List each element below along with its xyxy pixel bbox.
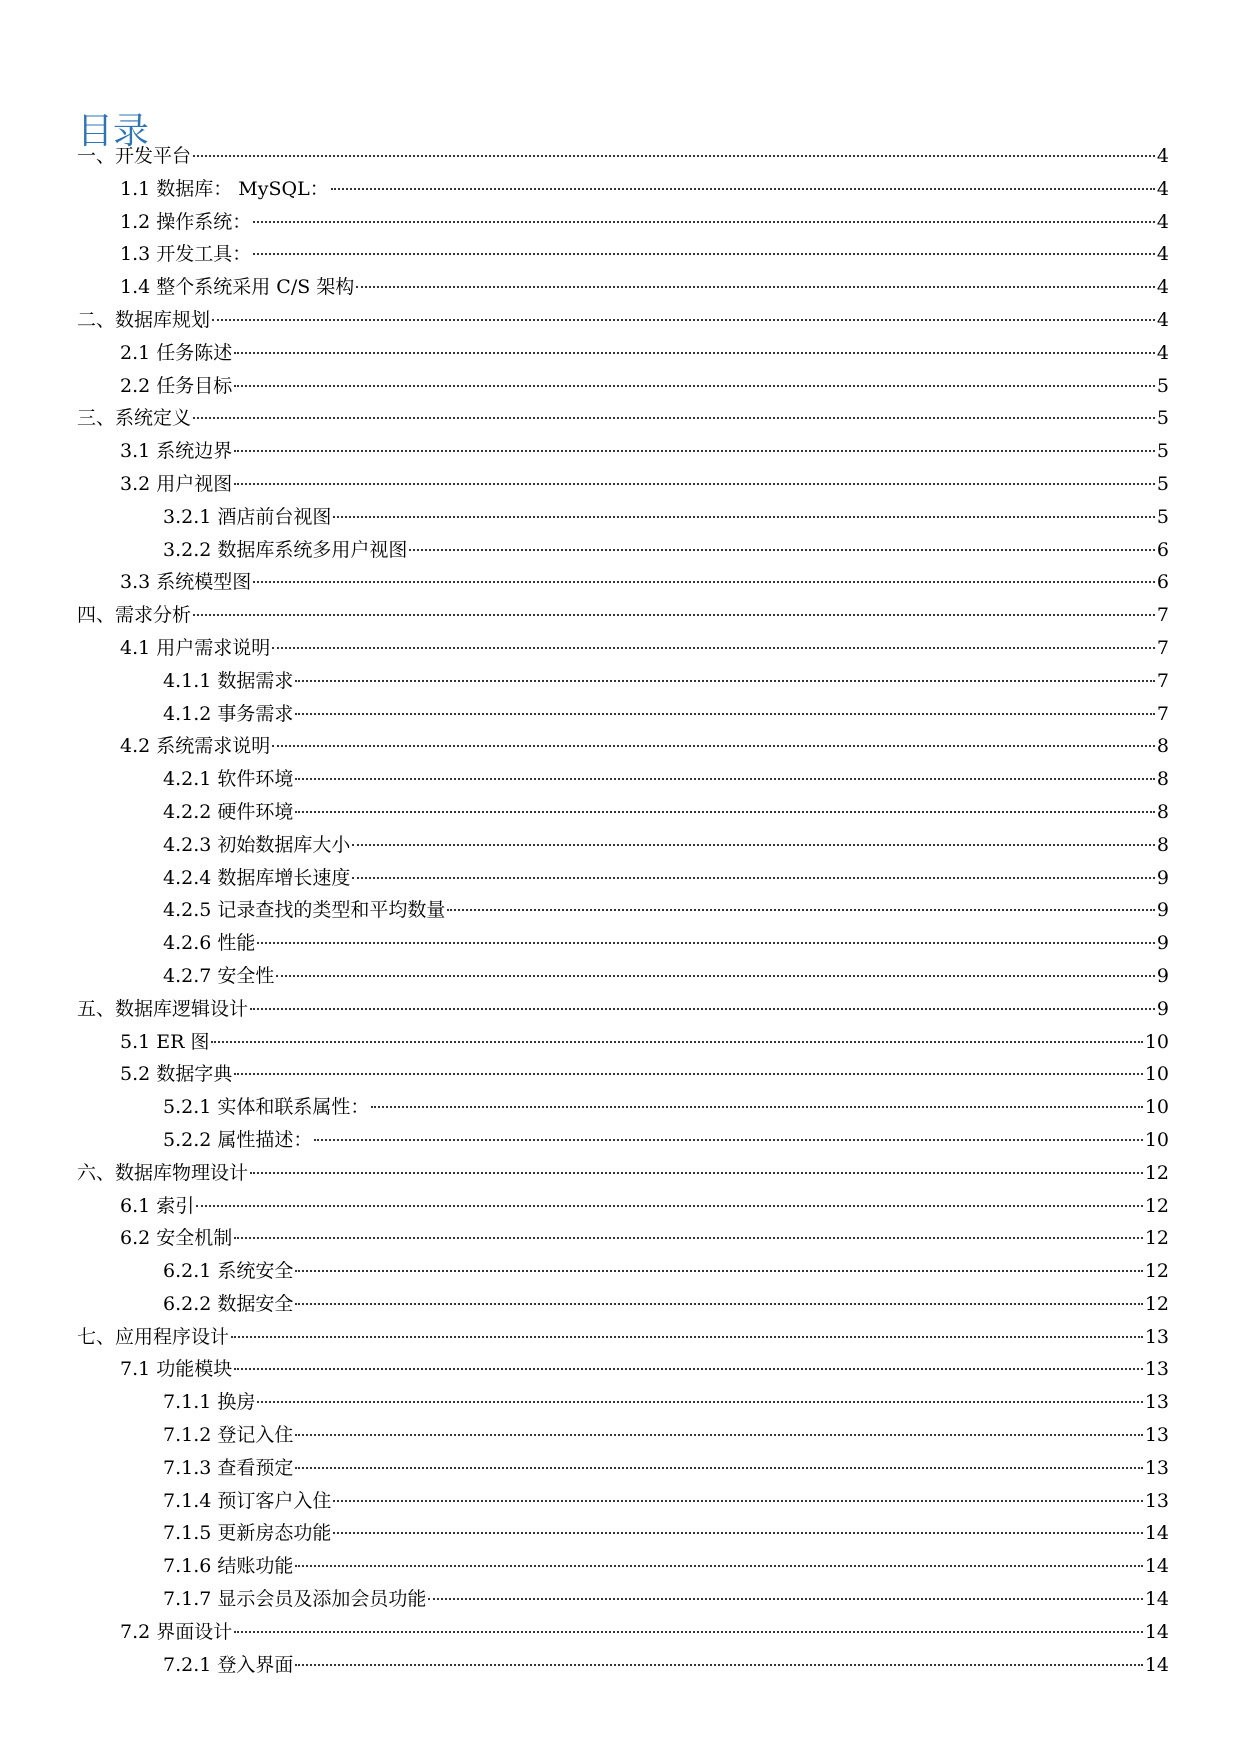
toc-dot-leader bbox=[253, 253, 1155, 255]
toc-entry[interactable] bbox=[0, 1649, 1241, 1682]
toc-dot-leader bbox=[333, 516, 1155, 518]
toc-dot-leader bbox=[257, 942, 1155, 944]
toc-page-number: 9 bbox=[1156, 932, 1169, 955]
toc-entry-text: 一、开发平台 bbox=[77, 145, 192, 167]
toc-dot-leader bbox=[295, 1565, 1142, 1567]
toc-entry[interactable] bbox=[0, 402, 1241, 435]
toc-entry-text: 7.1.4 预订客户入住 bbox=[163, 1489, 332, 1512]
toc-dot-leader bbox=[234, 1237, 1143, 1239]
toc-entry-text: 4.1.2 事务需求 bbox=[163, 702, 294, 725]
toc-dot-leader bbox=[276, 975, 1155, 977]
toc-entry-text: 七、应用程序设计 bbox=[77, 1325, 230, 1348]
toc-dot-leader bbox=[295, 778, 1155, 780]
toc-page-number: 4 bbox=[1156, 210, 1169, 233]
toc-entry[interactable] bbox=[0, 468, 1241, 501]
toc-entry[interactable] bbox=[0, 665, 1241, 698]
toc-entry[interactable] bbox=[0, 1386, 1241, 1419]
toc-entry-text: 3.2 用户视图 bbox=[120, 472, 233, 495]
toc-entry[interactable] bbox=[0, 730, 1241, 763]
toc-dot-leader bbox=[352, 844, 1155, 846]
toc-page-number: 4 bbox=[1156, 177, 1169, 200]
toc-entry-text: 4.1 用户需求说明 bbox=[120, 636, 271, 659]
toc-entry-text: 5.1 ER 图 bbox=[120, 1030, 210, 1053]
toc-entry[interactable] bbox=[0, 173, 1241, 206]
toc-dot-leader bbox=[234, 483, 1155, 485]
toc-entry-text: 四、需求分析 bbox=[77, 604, 192, 627]
toc-page-number: 13 bbox=[1144, 1424, 1169, 1447]
toc-entry-text: 7.1 功能模块 bbox=[120, 1358, 233, 1381]
toc-entry-text: 4.2.1 软件环境 bbox=[163, 768, 294, 791]
toc-entry[interactable] bbox=[0, 1058, 1241, 1091]
toc-dot-leader bbox=[250, 1008, 1155, 1010]
toc-page-number: 14 bbox=[1144, 1620, 1169, 1643]
toc-entry-text: 4.2.3 初始数据库大小 bbox=[163, 833, 351, 856]
toc-page-number: 12 bbox=[1144, 1260, 1169, 1283]
toc-dot-leader bbox=[272, 745, 1155, 747]
toc-dot-leader bbox=[234, 1073, 1143, 1075]
toc-dot-leader bbox=[234, 1631, 1143, 1633]
toc-entry-text: 7.2 界面设计 bbox=[120, 1620, 233, 1643]
toc-entry[interactable] bbox=[0, 337, 1241, 370]
toc-dot-leader bbox=[371, 1106, 1142, 1108]
toc-page-number: 8 bbox=[1156, 768, 1169, 791]
toc-page-number: 10 bbox=[1144, 1128, 1169, 1151]
toc-entry[interactable] bbox=[0, 1026, 1241, 1059]
toc-page-number: 10 bbox=[1144, 1030, 1169, 1053]
toc-entry[interactable] bbox=[0, 894, 1241, 927]
toc-dot-leader bbox=[193, 417, 1155, 419]
toc-entry[interactable] bbox=[0, 435, 1241, 468]
toc-dot-leader bbox=[272, 647, 1155, 649]
toc-entry[interactable] bbox=[0, 1550, 1241, 1583]
toc-dot-leader bbox=[447, 909, 1155, 911]
toc-dot-leader bbox=[257, 1401, 1142, 1403]
toc-entry[interactable] bbox=[0, 206, 1241, 239]
toc-entry[interactable] bbox=[0, 763, 1241, 796]
toc-entry-text: 5.2.1 实体和联系属性： bbox=[163, 1096, 370, 1119]
toc-entry-text: 7.1.5 更新房态功能 bbox=[163, 1522, 332, 1545]
toc-page-number: 13 bbox=[1144, 1489, 1169, 1512]
toc-entry[interactable] bbox=[0, 1452, 1241, 1485]
toc-entry-text: 7.2.1 登入界面 bbox=[163, 1653, 294, 1676]
toc-entry-text: 1.4 整个系统采用 C/S 架构 bbox=[120, 276, 355, 299]
toc-entry[interactable] bbox=[0, 1321, 1241, 1354]
toc-page-number: 12 bbox=[1144, 1227, 1169, 1250]
toc-dot-leader bbox=[253, 221, 1155, 223]
toc-entry-text: 六、数据库物理设计 bbox=[77, 1161, 249, 1184]
toc-entry-text: 3.1 系统边界 bbox=[120, 440, 233, 463]
toc-entry-text: 6.1 索引 bbox=[120, 1194, 195, 1217]
toc-entry[interactable] bbox=[0, 862, 1241, 895]
toc-page-number: 13 bbox=[1144, 1456, 1169, 1479]
toc-entry-text: 5.2.2 属性描述： bbox=[163, 1128, 313, 1151]
toc-page-number: 7 bbox=[1156, 702, 1169, 725]
toc-dot-leader bbox=[234, 1368, 1143, 1370]
toc-entry-text: 1.3 开发工具： bbox=[120, 243, 252, 266]
toc-dot-leader bbox=[295, 1270, 1142, 1272]
toc-page-number: 9 bbox=[1156, 866, 1169, 889]
toc-entry[interactable] bbox=[0, 1353, 1241, 1386]
toc-dot-leader bbox=[253, 581, 1155, 583]
toc-entry-text: 4.1.1 数据需求 bbox=[163, 669, 294, 692]
toc-dot-leader bbox=[333, 1500, 1142, 1502]
toc-entry[interactable] bbox=[0, 1255, 1241, 1288]
toc-page-number: 5 bbox=[1156, 472, 1169, 495]
toc-page-number: 4 bbox=[1156, 341, 1169, 364]
toc-entry-text: 2.1 任务陈述 bbox=[120, 341, 233, 364]
toc-entry-text: 4.2.5 记录查找的类型和平均数量 bbox=[163, 899, 446, 922]
toc-page-number: 6 bbox=[1156, 538, 1169, 561]
toc-page-number: 7 bbox=[1156, 604, 1169, 627]
toc-entry[interactable] bbox=[0, 796, 1241, 829]
toc-page-number: 5 bbox=[1156, 440, 1169, 463]
toc-page-number: 5 bbox=[1156, 505, 1169, 528]
toc-entry-text: 6.2.1 系统安全 bbox=[163, 1260, 294, 1283]
toc-page-number: 9 bbox=[1156, 997, 1169, 1020]
toc-page-number: 14 bbox=[1144, 1555, 1169, 1578]
toc-entry-text: 4.2.2 硬件环境 bbox=[163, 800, 294, 823]
toc-entry-text: 4.2.4 数据库增长速度 bbox=[163, 866, 351, 889]
toc-entry[interactable] bbox=[0, 1157, 1241, 1190]
toc-page-number: 7 bbox=[1156, 669, 1169, 692]
toc-entry[interactable] bbox=[0, 238, 1241, 271]
toc-page-number: 12 bbox=[1144, 1292, 1169, 1315]
toc-page-number: 7 bbox=[1156, 636, 1169, 659]
toc-dot-leader bbox=[352, 877, 1155, 879]
toc-entry-text: 三、系统定义 bbox=[77, 407, 192, 430]
toc-entry[interactable] bbox=[0, 927, 1241, 960]
toc-entry-text: 3.3 系统模型图 bbox=[120, 571, 252, 594]
toc-dot-leader bbox=[212, 319, 1155, 321]
toc-entry-text: 7.1.2 登记入住 bbox=[163, 1424, 294, 1447]
toc-entry-text: 5.2 数据字典 bbox=[120, 1063, 233, 1086]
toc-entry[interactable] bbox=[0, 1288, 1241, 1321]
toc-page-number: 9 bbox=[1156, 899, 1169, 922]
toc-entry-text: 二、数据库规划 bbox=[77, 308, 211, 331]
toc-page-number: 13 bbox=[1144, 1325, 1169, 1348]
toc-title: 目录 bbox=[77, 111, 150, 153]
toc-dot-leader bbox=[295, 1434, 1142, 1436]
toc-dot-leader bbox=[295, 1303, 1142, 1305]
toc-entry[interactable] bbox=[0, 599, 1241, 632]
toc-dot-leader bbox=[409, 549, 1155, 551]
toc-entry-text: 4.2.7 安全性 bbox=[163, 964, 275, 987]
toc-entry[interactable] bbox=[0, 1091, 1241, 1124]
toc-page-number: 9 bbox=[1156, 964, 1169, 987]
toc-entry[interactable] bbox=[0, 829, 1241, 862]
toc-page-number: 4 bbox=[1156, 243, 1169, 266]
toc-page-number: 10 bbox=[1144, 1096, 1169, 1119]
toc-dot-leader bbox=[193, 155, 1155, 157]
toc-page-number: 8 bbox=[1156, 735, 1169, 758]
toc-entry-text: 7.1.1 换房 bbox=[163, 1391, 256, 1414]
toc-entry-text: 3.2.1 酒店前台视图 bbox=[163, 505, 332, 528]
toc-dot-leader bbox=[211, 1041, 1142, 1043]
toc-page-number: 8 bbox=[1156, 833, 1169, 856]
toc-entry[interactable] bbox=[0, 632, 1241, 665]
toc-entry-text: 7.1.3 查看预定 bbox=[163, 1456, 294, 1479]
toc-page-number: 10 bbox=[1144, 1063, 1169, 1086]
toc-dot-leader bbox=[231, 1336, 1143, 1338]
toc-entry[interactable] bbox=[0, 960, 1241, 993]
toc-entry[interactable] bbox=[0, 566, 1241, 599]
toc-page-number: 5 bbox=[1156, 407, 1169, 430]
toc-entry-text: 6.2 安全机制 bbox=[120, 1227, 233, 1250]
toc-page-number: 12 bbox=[1144, 1194, 1169, 1217]
toc-entry-text: 7.1.6 结账功能 bbox=[163, 1555, 294, 1578]
toc-page-number: 8 bbox=[1156, 800, 1169, 823]
toc-page-number: 14 bbox=[1144, 1653, 1169, 1676]
toc-entry-text: 五、数据库逻辑设计 bbox=[77, 997, 249, 1020]
toc-entry-text: 1.1 数据库： MySQL： bbox=[120, 177, 329, 200]
toc-dot-leader bbox=[295, 1467, 1142, 1469]
toc-dot-leader bbox=[356, 286, 1155, 288]
toc-dot-leader bbox=[295, 1664, 1142, 1666]
toc-entry-text: 2.2 任务目标 bbox=[120, 374, 233, 397]
toc-page-number: 13 bbox=[1144, 1358, 1169, 1381]
toc-entry-text: 1.2 操作系统： bbox=[120, 210, 252, 233]
toc-entry[interactable] bbox=[0, 1190, 1241, 1223]
toc-entry[interactable] bbox=[0, 698, 1241, 731]
toc-entry-text: 6.2.2 数据安全 bbox=[163, 1292, 294, 1315]
toc-page-number: 4 bbox=[1156, 145, 1169, 167]
toc-entry[interactable] bbox=[0, 534, 1241, 567]
toc-entry[interactable] bbox=[0, 1583, 1241, 1616]
toc-entry[interactable] bbox=[0, 1616, 1241, 1649]
toc-entry-text: 7.1.7 显示会员及添加会员功能 bbox=[163, 1588, 427, 1611]
toc-entry-text: 4.2.6 性能 bbox=[163, 932, 256, 955]
toc-dot-leader bbox=[234, 450, 1155, 452]
toc-dot-leader bbox=[193, 614, 1155, 616]
toc-entry[interactable] bbox=[0, 1222, 1241, 1255]
toc-entry[interactable] bbox=[0, 271, 1241, 304]
toc-entry[interactable] bbox=[0, 370, 1241, 403]
toc-entry[interactable] bbox=[0, 1124, 1241, 1157]
toc-entry[interactable] bbox=[0, 993, 1241, 1026]
table-of-contents bbox=[0, 140, 1241, 1681]
toc-entry[interactable] bbox=[0, 501, 1241, 534]
toc-entry[interactable] bbox=[0, 304, 1241, 337]
toc-page-number: 4 bbox=[1156, 276, 1169, 299]
toc-entry[interactable] bbox=[0, 1485, 1241, 1518]
toc-dot-leader bbox=[234, 385, 1155, 387]
toc-page-number: 14 bbox=[1144, 1588, 1169, 1611]
toc-dot-leader bbox=[295, 680, 1155, 682]
toc-dot-leader bbox=[331, 188, 1155, 190]
toc-dot-leader bbox=[295, 713, 1155, 715]
toc-page-number: 13 bbox=[1144, 1391, 1169, 1414]
toc-dot-leader bbox=[333, 1532, 1142, 1534]
toc-entry[interactable] bbox=[0, 140, 1241, 173]
toc-page-number: 14 bbox=[1144, 1522, 1169, 1545]
toc-page-number: 5 bbox=[1156, 374, 1169, 397]
toc-dot-leader bbox=[250, 1172, 1143, 1174]
toc-dot-leader bbox=[314, 1139, 1142, 1141]
toc-dot-leader bbox=[295, 811, 1155, 813]
toc-dot-leader bbox=[234, 352, 1155, 354]
toc-entry-text: 4.2 系统需求说明 bbox=[120, 735, 271, 758]
toc-dot-leader bbox=[428, 1598, 1142, 1600]
toc-entry[interactable] bbox=[0, 1517, 1241, 1550]
toc-entry[interactable] bbox=[0, 1419, 1241, 1452]
toc-entry-text: 3.2.2 数据库系统多用户视图 bbox=[163, 538, 408, 561]
toc-dot-leader bbox=[196, 1205, 1143, 1207]
toc-page-number: 6 bbox=[1156, 571, 1169, 594]
toc-page-number: 12 bbox=[1144, 1161, 1169, 1184]
toc-page-number: 4 bbox=[1156, 308, 1169, 331]
